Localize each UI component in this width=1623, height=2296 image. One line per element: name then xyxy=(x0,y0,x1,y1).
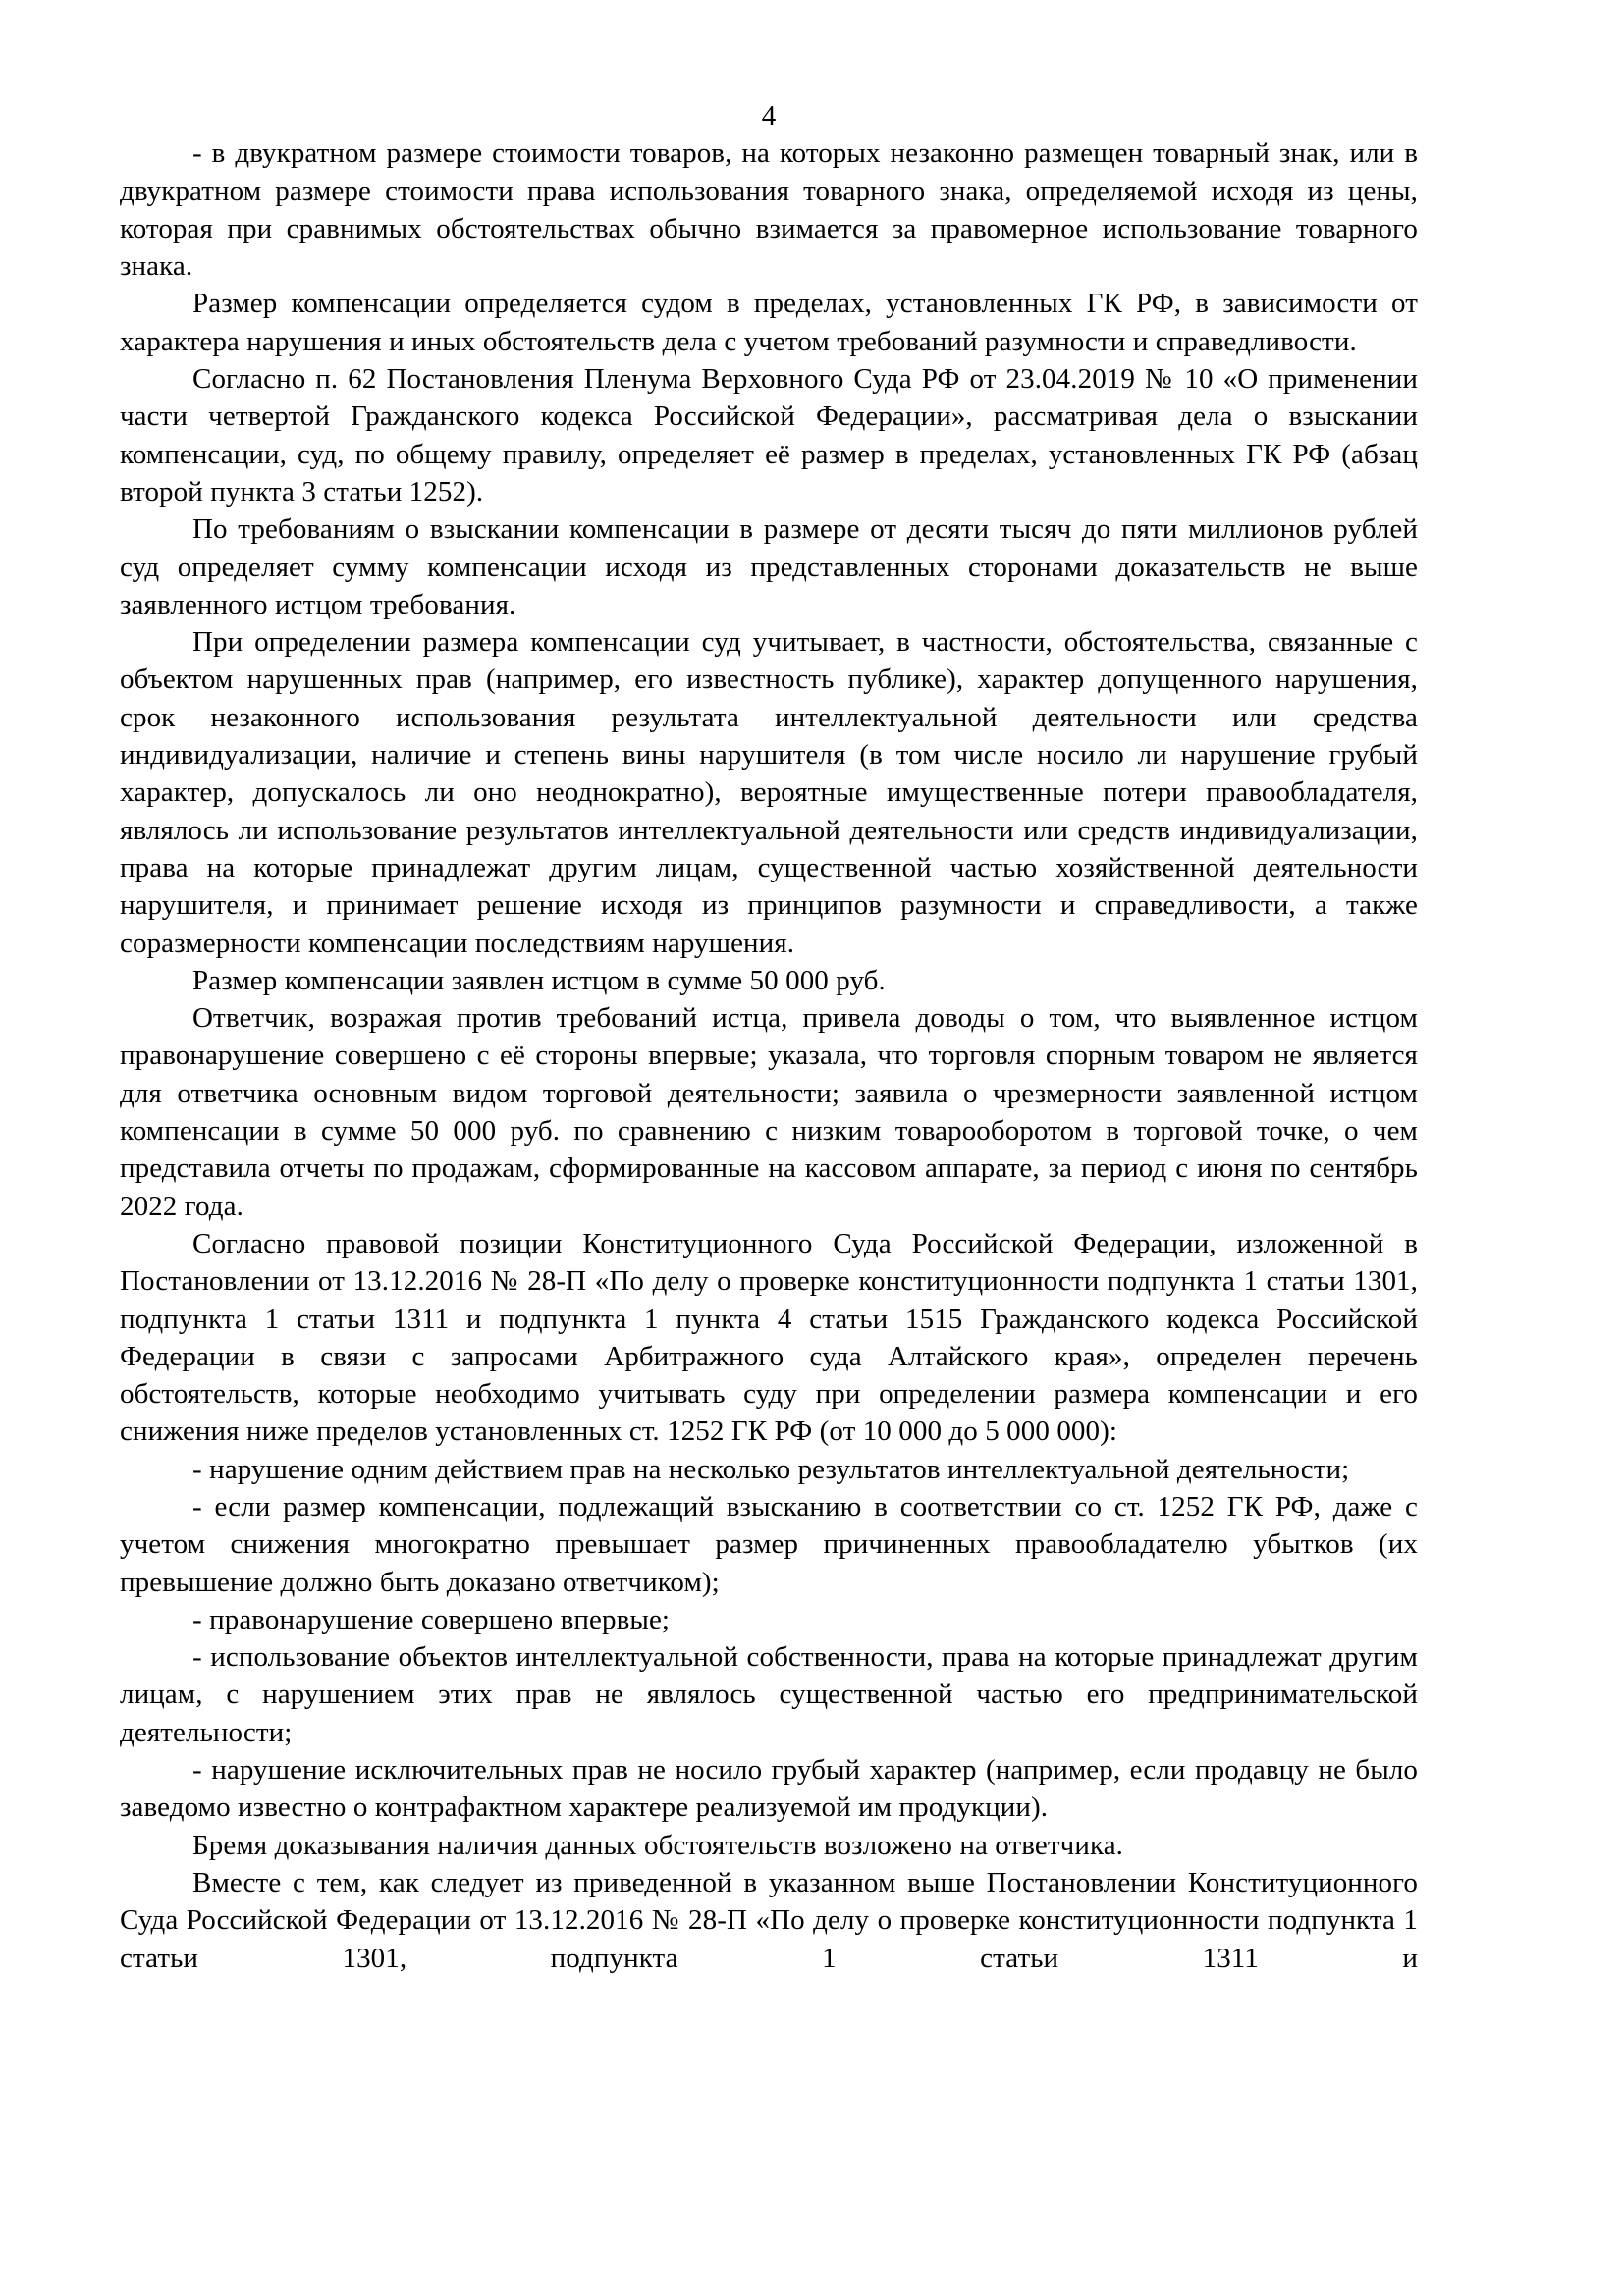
paragraph: Бремя доказывания наличия данных обстоятельств возложено на ответчика. xyxy=(192,1829,1124,1861)
paragraph: - нарушение исключительных прав не носило грубый характер (например, если продавцу не было заведомо известно о контрафактном характере реализуемой им продукции). xyxy=(120,1754,1418,1824)
paragraph: При определении размера компенсации суд учитывает, в частности, обстоятельства, связанные с объектом нарушенных прав (например, его известность публике), характер допущенного нарушения, срок незаконного использования результата интеллектуальной деятельности или средства индивидуализации, наличие и степень вины нарушителя (в том числе носило ли нарушение грубый характер, допускалось ли оно неоднократно), вероятные имущественные потери правообладателя, являлось ли использование результатов интеллектуальной деятельности или средств индивидуализации, права на которые принадлежат другим лицам, существенной частью хозяйственной деятельности нарушителя, и принимает решение исходя из принципов разумности и справедливости, а также соразмерности компенсации последствиям нарушения. xyxy=(120,626,1418,959)
paragraph: Согласно правовой позиции Конституционного Суда Российской Федерации, изложенной в Постановлении от 13.12.2016 № 28-П «По делу о проверке конституционности подпункта 1 статьи 1301, подпункта 1 статьи 1311 и подпункта 1 пункта 4 статьи 1515 Гражданского кодекса Российской Федерации в связи с запросами Арбитражного суда Алтайского края», определен перечень обстоятельств, которые необходимо учитывать суду при определении размера компенсации и его снижения ниже пределов установленных ст. 1252 ГК РФ (от 10 000 до 5 000 000): xyxy=(120,1227,1418,1448)
paragraph: Вместе с тем, как следует из приведенной в указанном выше Постановлении Конституционного Суда Российской Федерации от 13.12.2016 № 28-П «По делу о проверке конституционности подпункта 1 статьи 1301, подпункта 1 статьи 1311 и xyxy=(120,1866,1418,1974)
paragraph: - если размер компенсации, подлежащий взысканию в соответствии со ст. 1252 ГК РФ, даже с учетом снижения многократно превышает размер причиненных правообладателю убытков (их превышение должно быть доказано ответчиком); xyxy=(120,1490,1418,1598)
paragraph: Согласно п. 62 Постановления Пленума Верховного Суда РФ от 23.04.2019 № 10 «О применении части четвертой Гражданского кодекса Российской Федерации», рассматривая дела о взыскании компенсации, суд, по общему правилу, определяет её размер в пределах, установленных ГК РФ (абзац второй пункта 3 статьи 1252). xyxy=(120,363,1418,507)
document-body xyxy=(120,134,1418,1977)
paragraph: - правонарушение совершено впервые; xyxy=(192,1603,671,1635)
paragraph: Размер компенсации заявлен истцом в сумме 50 000 руб. xyxy=(192,964,886,996)
page-number: 4 xyxy=(761,100,777,132)
paragraph: Ответчик, возражая против требований истца, привела доводы о том, что выявленное истцом правонарушение совершено с её стороны впервые; указала, что торговля спорным товаром не является для ответчика основным видом торговой деятельности; заявила о чрезмерности заявленной истцом компенсации в сумме 50 000 руб. по сравнению с низким товарооборотом в торговой точке, о чем представила отчеты по продажам, сформированные на кассовом аппарате, за период с июня по сентябрь 2022 года. xyxy=(120,1002,1418,1222)
paragraph: - в двукратном размере стоимости товаров, на которых незаконно размещен товарный знак, или в двукратном размере стоимости права использования товарного знака, определяемой исходя из цены, которая при сравнимых обстоятельствах обычно взимается за правомерное использование товарного знака. xyxy=(120,137,1418,283)
paragraph: - использование объектов интеллектуальной собственности, права на которые принадлежат другим лицам, с нарушением этих прав не являлось существенной частью его предпринимательской деятельности; xyxy=(120,1641,1418,1748)
paragraph: Размер компенсации определяется судом в пределах, установленных ГК РФ, в зависимости от характера нарушения и иных обстоятельств дела с учетом требований разумности и справедливости. xyxy=(120,288,1418,357)
paragraph: - нарушение одним действием прав на несколько результатов интеллектуальной деятельности; xyxy=(192,1453,1350,1485)
paragraph: По требованиям о взыскании компенсации в размере от десяти тысяч до пяти миллионов рублей суд определяет сумму компенсации исходя из представленных сторонами доказательств не выше заявленного истцом требования. xyxy=(120,513,1418,620)
